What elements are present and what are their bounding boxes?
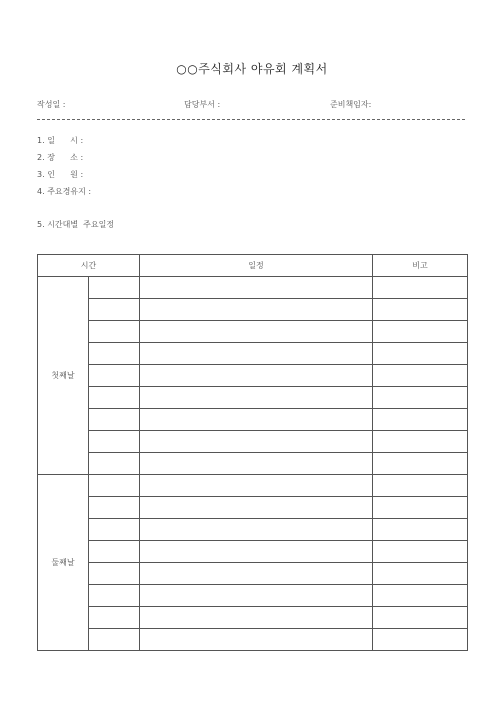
time-cell[interactable] bbox=[89, 299, 140, 321]
table-row bbox=[38, 497, 468, 519]
schedule-cell[interactable] bbox=[140, 321, 373, 343]
note-cell[interactable] bbox=[373, 497, 468, 519]
time-cell[interactable] bbox=[89, 607, 140, 629]
section-number: 5. bbox=[37, 220, 45, 229]
schedule-cell[interactable] bbox=[140, 541, 373, 563]
day-label: 첫째날 bbox=[38, 277, 89, 475]
schedule-cell[interactable] bbox=[140, 519, 373, 541]
table-row bbox=[38, 365, 468, 387]
note-cell[interactable] bbox=[373, 519, 468, 541]
schedule-cell[interactable] bbox=[140, 365, 373, 387]
item-label: 일 시 : bbox=[47, 136, 84, 145]
note-cell[interactable] bbox=[373, 475, 468, 497]
item-label: 주요경유지 : bbox=[47, 187, 92, 196]
schedule-cell[interactable] bbox=[140, 475, 373, 497]
schedule-cell[interactable] bbox=[140, 343, 373, 365]
manager-label: 준비책임자: bbox=[330, 100, 372, 109]
schedule-cell[interactable] bbox=[140, 497, 373, 519]
time-cell[interactable] bbox=[89, 497, 140, 519]
note-cell[interactable] bbox=[373, 409, 468, 431]
table-row bbox=[38, 387, 468, 409]
section-label: 시간대별 주요일정 bbox=[47, 220, 115, 229]
department-label: 담당부서 : bbox=[184, 100, 221, 109]
table-row bbox=[38, 409, 468, 431]
table-row bbox=[38, 585, 468, 607]
item-number: 1. bbox=[37, 136, 45, 145]
note-cell[interactable] bbox=[373, 431, 468, 453]
header-note: 비고 bbox=[373, 255, 468, 277]
item-number: 4. bbox=[37, 187, 45, 196]
schedule-cell[interactable] bbox=[140, 431, 373, 453]
item-datetime bbox=[37, 135, 83, 146]
table-row bbox=[38, 541, 468, 563]
schedule-table bbox=[37, 254, 468, 651]
time-cell[interactable] bbox=[89, 387, 140, 409]
item-label: 장 소 : bbox=[47, 153, 84, 162]
table-row bbox=[38, 475, 468, 497]
note-cell[interactable] bbox=[373, 629, 468, 651]
time-cell[interactable] bbox=[89, 585, 140, 607]
note-cell[interactable] bbox=[373, 343, 468, 365]
note-cell[interactable] bbox=[373, 321, 468, 343]
time-cell[interactable] bbox=[89, 563, 140, 585]
table-row bbox=[38, 519, 468, 541]
schedule-cell[interactable] bbox=[140, 453, 373, 475]
table-row bbox=[38, 321, 468, 343]
note-cell[interactable] bbox=[373, 277, 468, 299]
schedule-cell[interactable] bbox=[140, 299, 373, 321]
time-cell[interactable] bbox=[89, 519, 140, 541]
time-cell[interactable] bbox=[89, 409, 140, 431]
item-place bbox=[37, 152, 83, 163]
table-row bbox=[38, 343, 468, 365]
table-row bbox=[38, 453, 468, 475]
time-cell[interactable] bbox=[89, 321, 140, 343]
section-schedule-heading bbox=[37, 219, 114, 230]
schedule-cell[interactable] bbox=[140, 585, 373, 607]
note-cell[interactable] bbox=[373, 387, 468, 409]
time-cell[interactable] bbox=[89, 277, 140, 299]
date-label: 작성일 : bbox=[37, 100, 66, 109]
time-cell[interactable] bbox=[89, 629, 140, 651]
header-schedule: 일정 bbox=[140, 255, 373, 277]
note-cell[interactable] bbox=[373, 563, 468, 585]
table-row bbox=[38, 431, 468, 453]
item-number: 2. bbox=[37, 153, 45, 162]
dashed-divider bbox=[37, 119, 465, 120]
item-waypoints bbox=[37, 186, 91, 197]
schedule-cell[interactable] bbox=[140, 607, 373, 629]
schedule-cell[interactable] bbox=[140, 563, 373, 585]
table-row bbox=[38, 563, 468, 585]
header-time: 시간 bbox=[38, 255, 140, 277]
time-cell[interactable] bbox=[89, 431, 140, 453]
note-cell[interactable] bbox=[373, 453, 468, 475]
note-cell[interactable] bbox=[373, 365, 468, 387]
schedule-cell[interactable] bbox=[140, 277, 373, 299]
time-cell[interactable] bbox=[89, 475, 140, 497]
day-label: 둘째날 bbox=[38, 475, 89, 651]
time-cell[interactable] bbox=[89, 343, 140, 365]
schedule-cell[interactable] bbox=[140, 409, 373, 431]
table-row bbox=[38, 277, 468, 299]
document-title: ○○주식회사 야유회 계획서 bbox=[176, 62, 328, 76]
note-cell[interactable] bbox=[373, 607, 468, 629]
table-header-row bbox=[38, 255, 468, 277]
table-row bbox=[38, 629, 468, 651]
note-cell[interactable] bbox=[373, 541, 468, 563]
table-row bbox=[38, 607, 468, 629]
time-cell[interactable] bbox=[89, 541, 140, 563]
time-cell[interactable] bbox=[89, 365, 140, 387]
schedule-cell[interactable] bbox=[140, 629, 373, 651]
item-number: 3. bbox=[37, 170, 45, 179]
note-cell[interactable] bbox=[373, 585, 468, 607]
note-cell[interactable] bbox=[373, 299, 468, 321]
item-headcount bbox=[37, 169, 83, 180]
time-cell[interactable] bbox=[89, 453, 140, 475]
item-label: 인 원 : bbox=[47, 170, 84, 179]
schedule-cell[interactable] bbox=[140, 387, 373, 409]
table-row bbox=[38, 299, 468, 321]
